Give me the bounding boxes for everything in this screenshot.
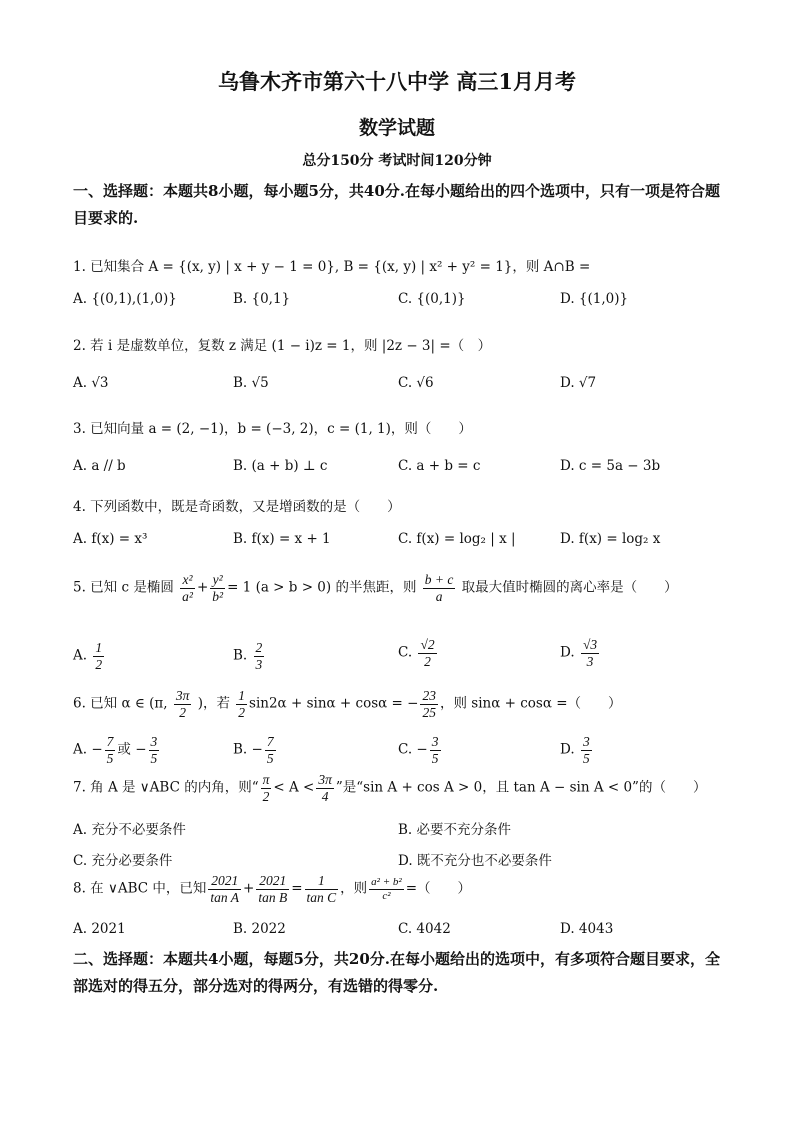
q8-option-c[interactable]: C. 4042 bbox=[398, 921, 451, 937]
q8-frac-c bbox=[305, 873, 339, 905]
q8-plus: + bbox=[243, 880, 255, 897]
q8-frac-b-den: tan B bbox=[258, 889, 288, 905]
q6-option-a-label: A. − bbox=[73, 741, 103, 758]
q6-option-a-frac1 bbox=[105, 734, 116, 766]
q6-frac-3pi-2-den: 2 bbox=[179, 704, 187, 720]
q6-frac-3pi-2-num: 3π bbox=[175, 688, 190, 703]
q5-option-b-frac bbox=[254, 640, 265, 672]
q6-frac-half bbox=[236, 688, 247, 720]
q6-stem-expr: sin2α + sinα + cosα = − bbox=[249, 695, 419, 712]
question-4: 4. 下列函数中，既是奇函数，又是增函数的是（ ） bbox=[73, 499, 401, 515]
exam-subject: 数学试题 bbox=[358, 117, 435, 139]
q5-stem-end: 取最大值时椭圆的离心率是（ ） bbox=[461, 579, 678, 596]
q7-frac-3pi-4-num: 3π bbox=[318, 772, 332, 787]
q5-option-c-num: √2 bbox=[420, 637, 435, 652]
q7-frac-3pi-4-den: 4 bbox=[321, 788, 329, 804]
question-7 bbox=[73, 772, 706, 804]
q7-stem-end: ”是“sin A + cos A > 0，且 tan A − sin A < 0”的（ ） bbox=[335, 779, 707, 796]
q5-option-d[interactable] bbox=[560, 637, 601, 669]
q6-option-c-frac bbox=[430, 734, 441, 766]
q8-equals: = bbox=[291, 880, 303, 897]
q5-frac-y-den: b² bbox=[212, 588, 224, 604]
q3-option-c[interactable]: C. a + b = c bbox=[398, 458, 481, 474]
q5-frac-x bbox=[180, 572, 195, 604]
q8-frac-target bbox=[369, 876, 404, 902]
q1-option-a[interactable]: A. {(0,1),(1,0)} bbox=[73, 291, 177, 307]
q1-option-b[interactable]: B. {0,1} bbox=[233, 291, 291, 307]
q6-option-b-num: 7 bbox=[266, 734, 274, 749]
q4-option-d[interactable]: D. f(x) = log₂ x bbox=[560, 531, 661, 547]
section-1-instructions: 一、选择题：本题共8小题，每小题5分，共40分.在每小题给出的四个选项中，只有一项是符合题目要求的. bbox=[73, 182, 720, 227]
q5-option-b-den: 3 bbox=[255, 656, 263, 672]
q8-frac-target-num: a² + b² bbox=[371, 875, 402, 888]
q6-stem-if: )，若 bbox=[197, 695, 230, 712]
q6-option-a[interactable] bbox=[73, 734, 161, 766]
q6-option-c-label: C. − bbox=[398, 741, 428, 758]
q7-option-a[interactable]: A. 充分不必要条件 bbox=[73, 822, 186, 838]
q6-option-a-num1: 7 bbox=[106, 734, 114, 749]
q8-frac-target-den: c² bbox=[382, 889, 391, 902]
q5-option-a[interactable] bbox=[73, 640, 106, 672]
q5-option-b[interactable] bbox=[233, 640, 266, 672]
q2-option-d[interactable]: D. √7 bbox=[560, 375, 597, 391]
q5-equals-one: = 1 bbox=[227, 579, 252, 596]
q5-option-d-num: √3 bbox=[582, 637, 598, 652]
q5-frac-x-num: x² bbox=[180, 572, 195, 589]
q7-option-d[interactable]: D. 既不充分也不必要条件 bbox=[398, 853, 552, 869]
q4-option-b[interactable]: B. f(x) = x + 1 bbox=[233, 531, 331, 547]
q1-option-d[interactable]: D. {(1,0)} bbox=[560, 291, 629, 307]
question-3: 3. 已知向量 a = (2, −1)，b = (−3, 2)，c = (1, 1)，则（ ） bbox=[73, 421, 472, 437]
q6-frac-23-25 bbox=[420, 688, 438, 720]
q8-frac-a bbox=[208, 873, 241, 905]
q8-frac-c-num: 1 bbox=[305, 873, 339, 890]
q6-frac-half-num: 1 bbox=[238, 688, 246, 703]
question-6 bbox=[73, 688, 622, 720]
q5-option-c-frac bbox=[418, 637, 436, 669]
q6-option-d-den: 5 bbox=[582, 750, 590, 766]
q8-frac-b bbox=[256, 873, 289, 905]
question-5 bbox=[73, 572, 678, 604]
question-1: 1. 已知集合 A = {(x, y) | x + y − 1 = 0}, B = {(x, y) | x² + y² = 1}，则 A∩B = bbox=[73, 259, 591, 275]
q8-stem-then: ，则 bbox=[340, 880, 368, 897]
q5-plus: + bbox=[196, 579, 209, 596]
question-8 bbox=[73, 873, 471, 905]
q7-frac-pi-2-num: π bbox=[262, 772, 270, 787]
q3-option-a[interactable]: A. a // b bbox=[73, 458, 126, 474]
q5-stem-middle: (a > b > 0) 的半焦距，则 bbox=[255, 579, 417, 596]
q5-ratio-num: b + c bbox=[424, 572, 454, 587]
q5-option-a-den: 2 bbox=[95, 656, 103, 672]
q2-option-b[interactable]: B. √5 bbox=[233, 375, 269, 391]
q6-option-b-label: B. − bbox=[233, 741, 263, 758]
q7-option-b[interactable]: B. 必要不充分条件 bbox=[398, 822, 512, 838]
q5-frac-y-num: y² bbox=[210, 572, 225, 589]
section-2-instructions: 二、选择题：本题共4小题，每题5分，共20分.在每小题给出的选项中，有多项符合题目要求，全部选对的得五分，部分选对的得两分，有选错的得零分. bbox=[73, 950, 720, 995]
q5-option-b-num: 2 bbox=[255, 640, 263, 655]
q6-frac-23-25-den: 25 bbox=[422, 704, 436, 720]
q7-frac-3pi-4 bbox=[316, 772, 334, 804]
q8-frac-c-den: tan C bbox=[306, 889, 337, 905]
q8-option-b[interactable]: B. 2022 bbox=[233, 921, 286, 937]
q5-option-d-frac bbox=[581, 637, 599, 669]
q5-option-a-frac bbox=[93, 640, 104, 672]
q6-option-d[interactable] bbox=[560, 734, 594, 766]
q6-stem-end: ，则 sinα + cosα =（ ） bbox=[439, 695, 622, 712]
q5-option-d-den: 3 bbox=[586, 653, 594, 669]
q5-frac-y bbox=[210, 572, 225, 604]
q7-frac-pi-2-den: 2 bbox=[262, 788, 270, 804]
q8-option-a[interactable]: A. 2021 bbox=[73, 921, 126, 937]
q6-option-c-num: 3 bbox=[431, 734, 439, 749]
exam-info: 总分150分 考试时间120分钟 bbox=[302, 153, 492, 169]
q1-option-c[interactable]: C. {(0,1)} bbox=[398, 291, 466, 307]
q4-option-c[interactable]: C. f(x) = log₂ | x | bbox=[398, 531, 516, 547]
q6-option-a-den1: 5 bbox=[106, 750, 114, 766]
q6-option-b-den: 5 bbox=[266, 750, 274, 766]
q7-option-c[interactable]: C. 充分必要条件 bbox=[73, 853, 173, 869]
q5-ratio-den: a bbox=[435, 588, 443, 604]
q6-frac-23-25-num: 23 bbox=[422, 688, 436, 703]
q6-option-a-or: 或 − bbox=[117, 741, 147, 758]
q6-option-c[interactable] bbox=[398, 734, 443, 766]
q8-frac-b-num: 2021 bbox=[256, 873, 289, 890]
q3-option-d[interactable]: D. c = 5a − 3b bbox=[560, 458, 661, 474]
q5-stem-start: 5. 已知 c 是椭圆 bbox=[73, 579, 174, 596]
question-2: 2. 若 i 是虚数单位，复数 z 满足 (1 − i)z = 1，则 |2z − 3| =（ ） bbox=[73, 338, 492, 354]
q6-option-b[interactable] bbox=[233, 734, 278, 766]
q8-frac-a-num: 2021 bbox=[208, 873, 241, 890]
q2-option-a[interactable]: A. √3 bbox=[73, 375, 109, 391]
q5-option-c[interactable] bbox=[398, 637, 439, 669]
q8-frac-a-den: tan A bbox=[210, 889, 240, 905]
q3-option-b[interactable]: B. (a + b) ⊥ c bbox=[233, 458, 328, 474]
q5-option-a-label: A. bbox=[73, 647, 88, 664]
q6-stem-start: 6. 已知 α ∈ (π, bbox=[73, 695, 168, 712]
q6-option-d-num: 3 bbox=[582, 734, 590, 749]
q7-stem-middle: < A < bbox=[273, 779, 315, 796]
q6-frac-3pi-2 bbox=[174, 688, 192, 720]
q5-ratio bbox=[423, 572, 456, 604]
q6-option-a-num2: 3 bbox=[150, 734, 158, 749]
q7-frac-pi-2 bbox=[261, 772, 272, 804]
q6-option-d-frac bbox=[581, 734, 592, 766]
q6-frac-half-den: 2 bbox=[238, 704, 246, 720]
q2-option-c[interactable]: C. √6 bbox=[398, 375, 434, 391]
exam-title: 乌鲁木齐市第六十八中学 高三1月月考 bbox=[218, 69, 576, 94]
q5-option-c-label: C. bbox=[398, 644, 413, 661]
q8-stem-end: =（ ） bbox=[405, 880, 472, 897]
q6-option-d-label: D. bbox=[560, 741, 575, 758]
q5-option-d-label: D. bbox=[560, 644, 575, 661]
q5-option-c-den: 2 bbox=[424, 653, 431, 669]
q5-frac-x-den: a² bbox=[182, 588, 193, 604]
q6-option-a-frac2 bbox=[149, 734, 160, 766]
q6-option-c-den: 5 bbox=[431, 750, 439, 766]
q7-stem-start: 7. 角 A 是 ∨ABC 的内角，则“ bbox=[73, 779, 259, 796]
q8-option-d[interactable]: D. 4043 bbox=[560, 921, 614, 937]
q5-option-a-num: 1 bbox=[95, 640, 103, 655]
q4-option-a[interactable]: A. f(x) = x³ bbox=[73, 531, 148, 547]
q6-option-a-den2: 5 bbox=[150, 750, 158, 766]
q5-option-b-label: B. bbox=[233, 647, 248, 664]
q6-option-b-frac bbox=[265, 734, 276, 766]
q8-stem-start: 8. 在 ∨ABC 中，已知 bbox=[73, 880, 207, 897]
